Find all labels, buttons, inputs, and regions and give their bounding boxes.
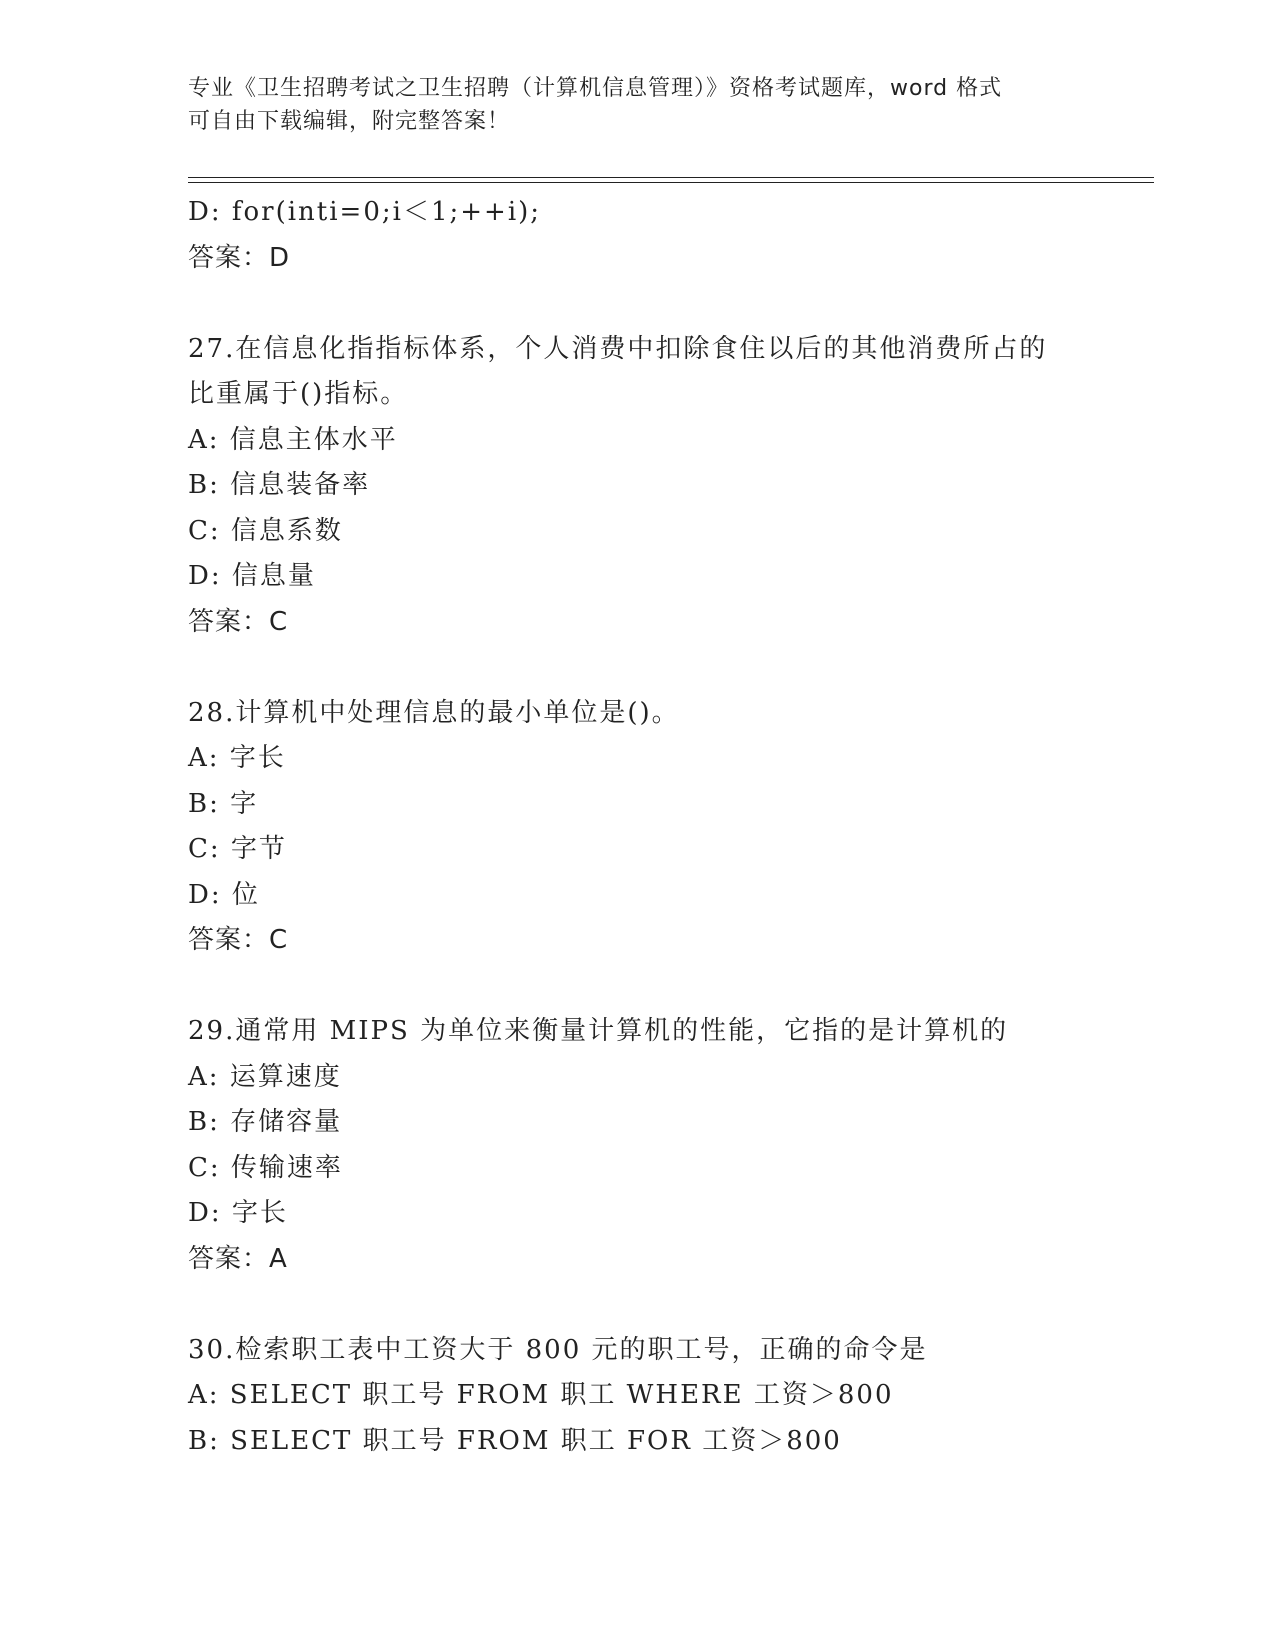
option-b: B: SELECT 职工号 FROM 职工 FOR 工资＞800 xyxy=(188,1425,842,1456)
answer: 答案：C xyxy=(188,606,289,637)
option-c: C: 传输速率 xyxy=(188,1152,343,1183)
answer: 答案：C xyxy=(188,925,289,955)
option-a: A: 运算速度 xyxy=(188,1061,342,1092)
option-d: D: 字长 xyxy=(188,1198,288,1228)
question-stem: 比重属于()指标。 xyxy=(188,379,409,409)
option-d: D: for(inti=0;i＜1;++i); xyxy=(188,197,542,227)
question-29 xyxy=(188,1009,1168,1282)
question-stem: 27.在信息化指指标体系，个人消费中扣除食住以后的其他消费所占的 xyxy=(188,333,1048,364)
question-27 xyxy=(188,327,1168,646)
header-line-1: 专业《卫生招聘考试之卫生招聘（计算机信息管理）》资格考试题库，word 格式 xyxy=(188,76,1003,101)
option-c: C: 字节 xyxy=(188,834,287,864)
question-list xyxy=(188,190,1168,1464)
option-b: B: 存储容量 xyxy=(188,1107,343,1137)
header-divider-top xyxy=(188,177,1154,178)
option-a: A: 字长 xyxy=(188,743,286,773)
document-header xyxy=(188,72,1088,138)
option-a: A: 信息主体水平 xyxy=(188,424,398,455)
header-line-2: 可自由下载编辑，附完整答案！ xyxy=(188,109,511,134)
answer: 答案：D xyxy=(188,242,291,273)
option-d: D: 位 xyxy=(188,879,260,910)
option-b: B: 信息装备率 xyxy=(188,470,371,500)
option-d: D: 信息量 xyxy=(188,561,316,591)
option-a: A: SELECT 职工号 FROM 职工 WHERE 工资＞800 xyxy=(188,1380,894,1410)
question-stem: 28.计算机中处理信息的最小单位是()。 xyxy=(188,697,680,728)
option-b: B: 字 xyxy=(188,788,259,819)
question-30 xyxy=(188,1328,1168,1465)
answer: 答案：A xyxy=(188,1243,288,1274)
question-stem: 29.通常用 MIPS 为单位来衡量计算机的性能，它指的是计算机的 xyxy=(188,1016,1009,1046)
question-28 xyxy=(188,691,1168,964)
question-stem: 30.检索职工表中工资大于 800 元的职工号，正确的命令是 xyxy=(188,1334,928,1365)
option-c: C: 信息系数 xyxy=(188,515,343,546)
header-divider-bottom xyxy=(188,182,1154,183)
